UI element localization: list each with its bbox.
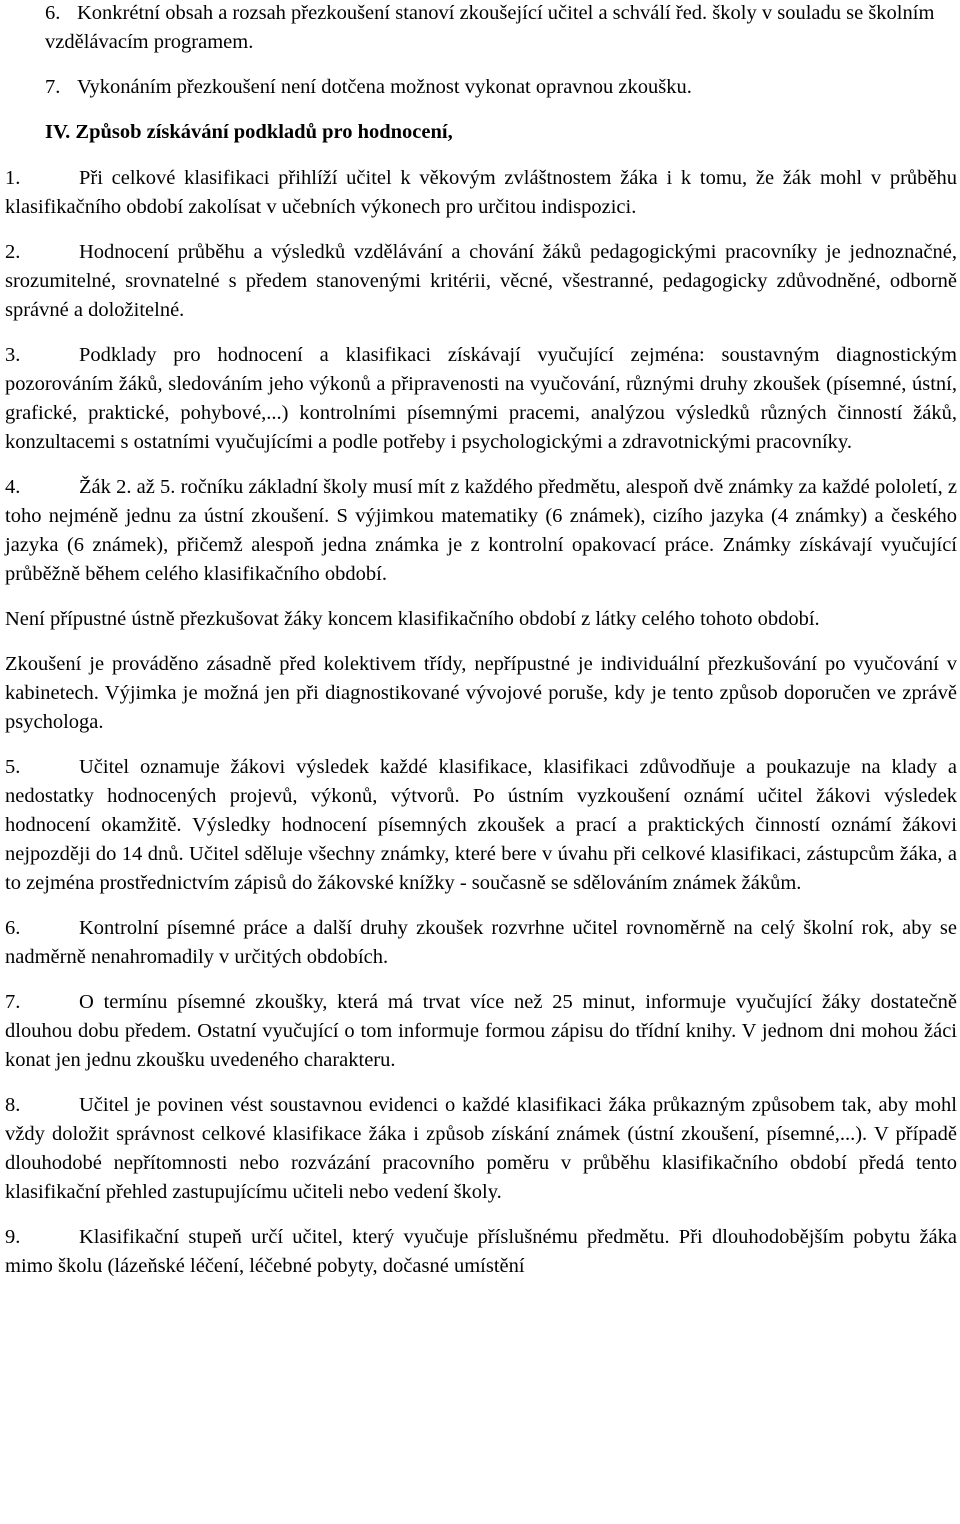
item-text: Podklady pro hodnocení a klasifikaci získávají vyučující zejména: soustavným diagnostickým pozorováním žáků, sledováním jeho výkonů a připravenosti na vyučování, různými druhy zkoušek (písemné, ústní, grafické, praktické, pohybové,...) kontrolními písemnými pracemi, analýzou výsledků různých činností žáků, konzultacemi s ostatními vyučujícími a podle potřeby i psychologickými a zdravotnickými pracovníky. bbox=[5, 344, 957, 453]
item-number: 3. bbox=[5, 344, 21, 366]
item-9 bbox=[5, 1223, 957, 1281]
item-2 bbox=[5, 238, 957, 325]
item-number: 5. bbox=[5, 756, 21, 778]
item-text: O termínu písemné zkoušky, která má trvat více než 25 minut, informuje vyučující žáky dostatečně dlouhou dobu předem. Ostatní vyučující o tom informuje formou zápisu do třídní knihy. V jednom dni mohou žáci konat jen jednu zkoušku uvedeného charakteru. bbox=[5, 991, 957, 1071]
top-item-6 bbox=[45, 0, 957, 57]
document-page bbox=[5, 0, 957, 1281]
item-3 bbox=[5, 341, 957, 457]
item-8 bbox=[5, 1091, 957, 1207]
section-heading: IV. Způsob získávání podkladů pro hodnocení, bbox=[45, 121, 453, 143]
item-text: Vykonáním přezkoušení není dotčena možnost vykonat opravnou zkoušku. bbox=[77, 76, 692, 98]
paragraph-exam-before-class: Zkoušení je prováděno zásadně před kolektivem třídy, nepřípustné je individuální přezkušování po vyučování v kabinetech. Výjimka je možná jen při diagnostikované vývojové poruše, kdy je tento způsob doporučen ve zprávě psychologa. bbox=[5, 653, 957, 733]
item-7 bbox=[5, 988, 957, 1075]
item-text: Hodnocení průběhu a výsledků vzdělávání a chování žáků pedagogickými pracovníky je jednoznačné, srozumitelné, srovnatelné s předem stanovenými kritérii, věcné, všestranné, pedagogicky zdůvodněné, odborně správné a doložitelné. bbox=[5, 241, 957, 321]
top-item-7 bbox=[45, 73, 957, 102]
item-number: 6. bbox=[45, 2, 61, 24]
item-text: Při celkové klasifikaci přihlíží učitel k věkovým zvláštnostem žáka i k tomu, že žák mohl v průběhu klasifikačního období zakolísat v učebních výkonech pro určitou indispozici. bbox=[5, 167, 957, 218]
item-number: 9. bbox=[5, 1226, 21, 1248]
item-number: 7. bbox=[45, 76, 61, 98]
item-4 bbox=[5, 473, 957, 589]
item-number: 7. bbox=[5, 991, 21, 1013]
item-1 bbox=[5, 164, 957, 222]
item-number: 4. bbox=[5, 476, 21, 498]
item-number: 1. bbox=[5, 167, 21, 189]
item-text: Konkrétní obsah a rozsah přezkoušení stanoví zkoušející učitel a schválí řed. školy v souladu se školním vzdělávacím programem. bbox=[45, 2, 935, 53]
item-5 bbox=[5, 753, 957, 898]
item-number: 6. bbox=[5, 917, 21, 939]
item-text: Žák 2. až 5. ročníku základní školy musí mít z každého předmětu, alespoň dvě známky za každé pololetí, z toho nejméně jednu za ústní zkoušení. S výjimkou matematiky (6 známek), cizího jazyka (4 známky) a českého jazyka (6 známek), přičemž alespoň jedna známka je z kontrolní opakovací práce. Známky získávají vyučující průběžně během celého klasifikačního období. bbox=[5, 476, 957, 585]
item-number: 8. bbox=[5, 1094, 21, 1116]
item-text: Učitel oznamuje žákovi výsledek každé klasifikace, klasifikaci zdůvodňuje a poukazuje na klady a nedostatky hodnocených projevů, výkonů, výtvorů. Po ústním vyzkoušení oznámí učitel žákovi výsledek hodnocení okamžitě. Výsledky hodnocení písemných zkoušek a prací a praktických činností oznámí žákovi nejpozději do 14 dnů. Učitel sděluje všechny známky, které bere v úvahu při celkové klasifikaci, zástupcům žáka, a to zejména prostřednictvím zápisů do žákovské knížky - současně se sdělováním známek žákům. bbox=[5, 756, 957, 894]
item-number: 2. bbox=[5, 241, 21, 263]
item-text: Klasifikační stupeň určí učitel, který vyučuje příslušnému předmětu. Při dlouhodobějším pobytu žáka mimo školu (lázeňské léčení, léčebné pobyty, dočasné umístění bbox=[5, 1226, 957, 1277]
item-text: Učitel je povinen vést soustavnou evidenci o každé klasifikaci žáka průkazným způsobem tak, aby mohl vždy doložit správnost celkové klasifikace žáka i způsob získání známek (ústní zkoušení, písemné,...). V případě dlouhodobé nepřítomnosti nebo rozvázání pracovního poměru v průběhu klasifikačního období předá tento klasifikační přehled zastupujícímu učiteli nebo vedení školy. bbox=[5, 1094, 957, 1203]
item-6 bbox=[5, 914, 957, 972]
paragraph-oral-exam: Není přípustné ústně přezkušovat žáky koncem klasifikačního období z látky celého tohoto období. bbox=[5, 608, 820, 630]
item-text: Kontrolní písemné práce a další druhy zkoušek rozvrhne učitel rovnoměrně na celý školní rok, aby se nadměrně nenahromadily v určitých obdobích. bbox=[5, 917, 957, 968]
